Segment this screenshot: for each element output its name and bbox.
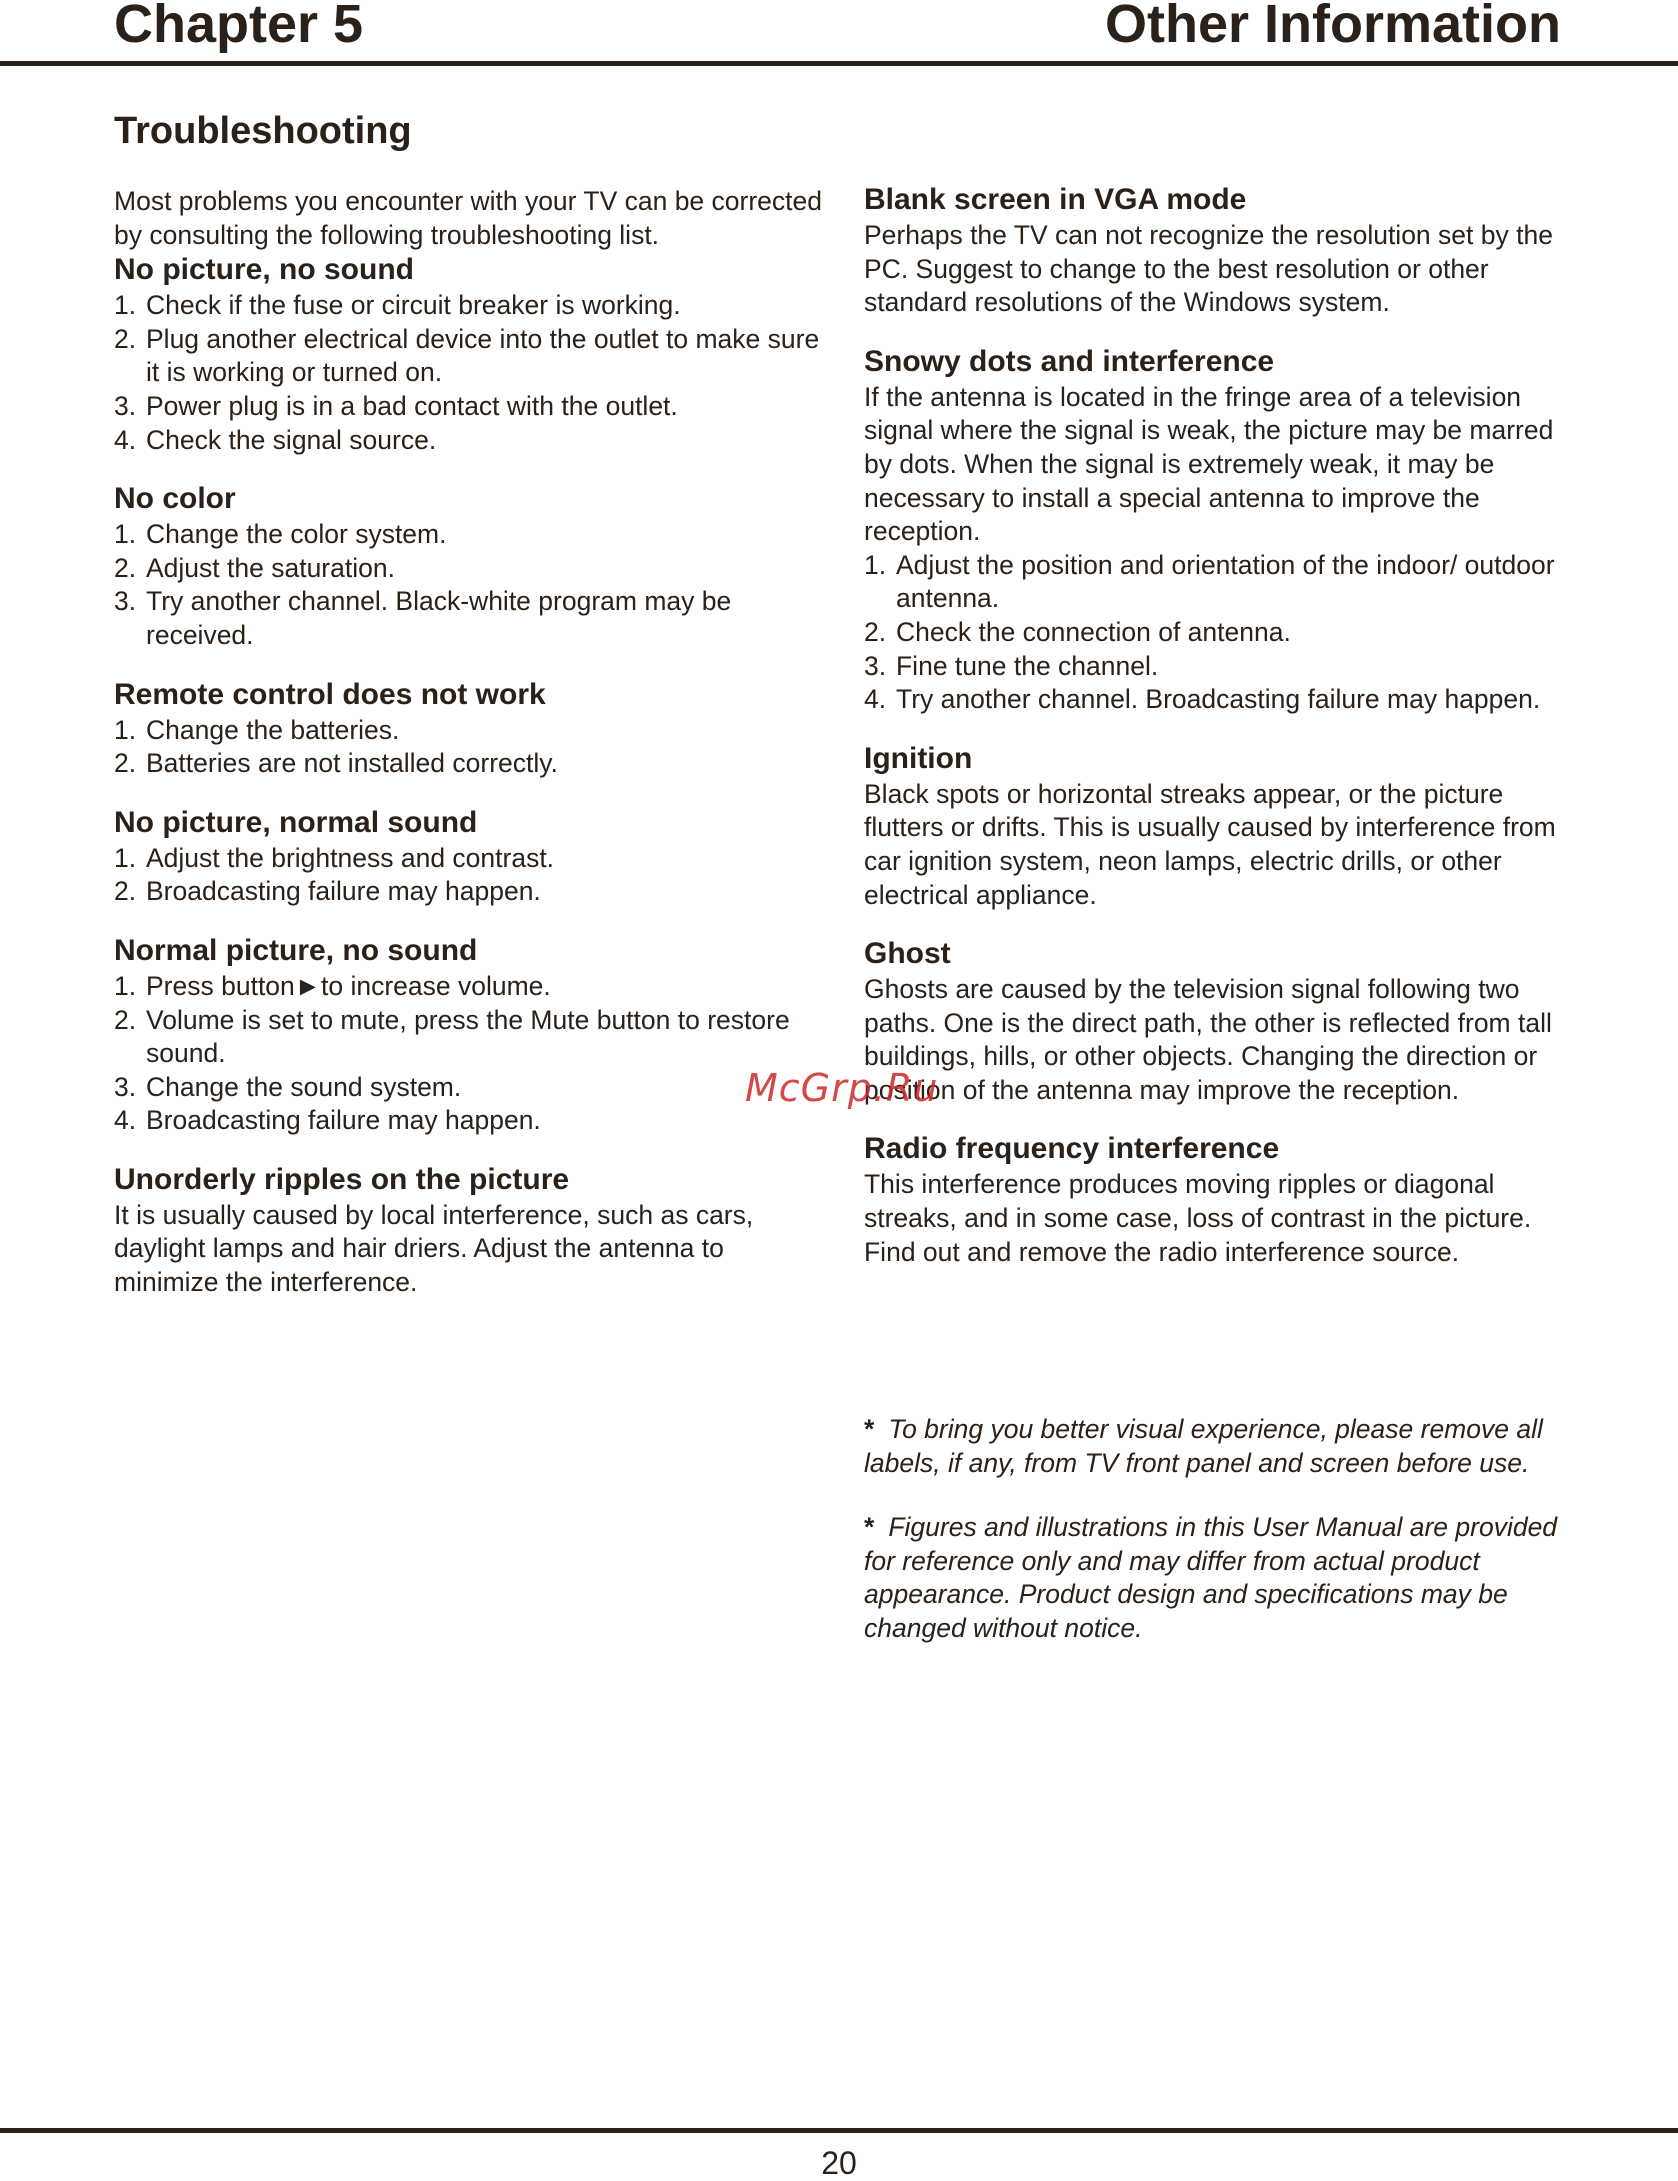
item-text: Adjust the position and orientation of the indoor/ outdoor antenna. [896, 549, 1555, 614]
item-number: 2. [114, 748, 137, 779]
list-item [114, 1004, 834, 1071]
block-paragraph: Perhaps the TV can not recognize the resolution set by the PC. Suggest to change to the best resolution or other standard resolutions of the Windows system. [864, 220, 1553, 318]
item-number: 2. [864, 616, 887, 647]
list-item [864, 650, 1584, 684]
notes-section [864, 1413, 1584, 1646]
item-number: 4. [114, 424, 137, 455]
item-number: 1. [114, 970, 137, 1001]
block-paragraph: Black spots or horizontal streaks appear, or the picture flutters or drifts. This is usually caused by interference from car ignition system, neon lamps, electric drills, or other electrical appliance. [864, 778, 1556, 910]
trouble-block-no-picture-no-sound [114, 252, 834, 457]
section-heading: Troubleshooting [114, 110, 412, 152]
list-item [864, 683, 1584, 717]
list-item [114, 875, 834, 909]
block-paragraph: It is usually caused by local interference, such as cars, daylight lamps and hair driers. Adjust the antenna to minimize the interference. [114, 1199, 754, 1298]
list-item [114, 518, 834, 552]
trouble-block-no-picture-normal-sound [114, 805, 834, 909]
item-text: Power plug is in a bad contact with the outlet. [146, 390, 678, 421]
item-number: 4. [114, 1105, 137, 1136]
block-heading: No picture, normal sound [114, 805, 478, 839]
list-item [114, 585, 834, 652]
block-heading: No picture, no sound [114, 253, 414, 287]
chapter-label: Chapter 5 [114, 0, 364, 54]
item-text: Check the connection of antenna. [896, 616, 1291, 647]
trouble-block-unorderly-ripples [114, 1162, 834, 1300]
list-item [864, 616, 1584, 650]
item-text: Plug another electrical device into the outlet to make sure it is working or turned on. [146, 323, 820, 388]
list-item [114, 747, 834, 781]
item-number: 1. [864, 549, 887, 580]
list-item [114, 970, 834, 1004]
item-text: Volume is set to mute, press the Mute button to restore sound. [146, 1004, 790, 1069]
list-item [114, 714, 834, 748]
block-heading: Normal picture, no sound [114, 933, 478, 967]
block-heading: Remote control does not work [114, 677, 546, 711]
note-asterisk: * [864, 1512, 875, 1543]
page-header [0, 0, 1678, 66]
item-number: 1. [114, 842, 137, 873]
item-number: 2. [114, 1004, 137, 1035]
trouble-block-normal-picture-no-sound [114, 933, 834, 1138]
block-paragraph: Ghosts are caused by the television signal following two paths. One is the direct path, the other is reflected from tall buildings, hills, or other objects. Changing the direction or position of the antenna may improve the reception. [864, 974, 1552, 1105]
item-number: 4. [864, 684, 887, 715]
list-item [114, 424, 834, 458]
list-item [114, 1071, 834, 1105]
block-heading: Ghost [864, 937, 951, 971]
list-item [114, 552, 834, 586]
intro-paragraph: Most problems you encounter with your TV can be corrected by consulting the following troubleshooting list. [114, 186, 822, 250]
block-heading: No color [114, 482, 236, 516]
list-item [114, 390, 834, 424]
trouble-block-ignition [864, 741, 1584, 912]
trouble-block-remote-control [114, 677, 834, 781]
item-number: 2. [114, 876, 137, 907]
item-number: 3. [114, 1071, 137, 1102]
right-column [864, 182, 1584, 1293]
item-number: 1. [114, 519, 137, 550]
item-text: Batteries are not installed correctly. [146, 748, 558, 779]
note-text: Figures and illustrations in this User Manual are provided for reference only and may differ from actual product appearance. Product design and specifications may be changed without notice. [864, 1512, 1558, 1643]
item-text: Change the batteries. [146, 714, 400, 745]
block-heading: Blank screen in VGA mode [864, 183, 1247, 216]
note-asterisk: * [864, 1414, 875, 1444]
item-text: Check the signal source. [146, 424, 437, 455]
trouble-block-no-color [114, 481, 834, 652]
item-text: Broadcasting failure may happen. [146, 876, 541, 907]
item-number: 1. [114, 290, 137, 321]
trouble-block-ghost [864, 936, 1584, 1107]
item-text: Fine tune the channel. [896, 650, 1159, 681]
item-text: Check if the fuse or circuit breaker is working. [146, 290, 681, 321]
item-text: Broadcasting failure may happen. [146, 1105, 541, 1136]
item-text: Change the sound system. [146, 1071, 462, 1102]
item-number: 3. [114, 586, 137, 617]
item-number: 3. [114, 390, 137, 421]
block-heading: Snowy dots and interference [864, 344, 1275, 378]
left-column [114, 185, 834, 1324]
page-number: 20 [821, 2145, 857, 2181]
item-number: 1. [114, 714, 137, 745]
item-text: Adjust the brightness and contrast. [146, 842, 555, 873]
note-text: To bring you better visual experience, please remove all labels, if any, from TV front panel and screen before use. [864, 1414, 1543, 1478]
list-item [114, 842, 834, 876]
item-number: 3. [864, 650, 887, 681]
chapter-title: Other Information [1105, 0, 1561, 54]
block-heading: Unorderly ripples on the picture [114, 1162, 570, 1196]
block-paragraph: This interference produces moving ripples or diagonal streaks, and in some case, loss of contrast in the picture. Find out and remove the radio interference source. [864, 1169, 1532, 1267]
item-number: 2. [114, 323, 137, 354]
list-item [114, 323, 834, 390]
list-item [864, 549, 1584, 616]
item-text: Try another channel. Black-white program may be received. [146, 586, 732, 650]
block-paragraph: If the antenna is located in the fringe area of a television signal where the signal is weak, the picture may be marred by dots. When the signal is extremely weak, it may be necessary to install a special antenna to improve the reception. [864, 381, 1554, 547]
item-text: Adjust the saturation. [146, 552, 395, 583]
list-item [114, 289, 834, 323]
trouble-block-radio-frequency [864, 1131, 1584, 1269]
item-text: Change the color system. [146, 519, 447, 550]
watermark: McGrp.Ru [745, 1066, 939, 1110]
trouble-block-blank-screen-vga [864, 182, 1584, 320]
item-text: Try another channel. Broadcasting failure may happen. [896, 684, 1541, 715]
block-heading: Radio frequency interference [864, 1132, 1280, 1166]
note [864, 1511, 1584, 1645]
block-heading: Ignition [864, 741, 973, 775]
note [864, 1413, 1584, 1480]
item-text: Press button►to increase volume. [146, 970, 551, 1001]
list-item [114, 1104, 834, 1138]
trouble-block-snowy-dots [864, 344, 1584, 717]
item-number: 2. [114, 552, 137, 583]
